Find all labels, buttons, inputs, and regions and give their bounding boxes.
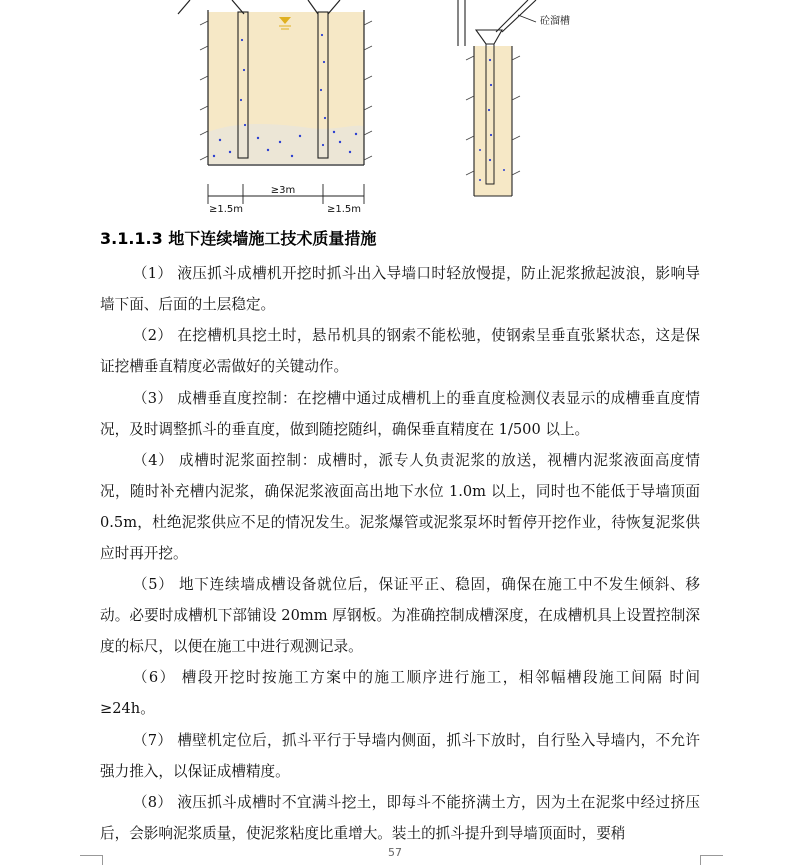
paragraph-1: （1） 液压抓斗成槽机开挖时抓斗出入导墙口时轻放慢提，防止泥浆掀起波浪，影响导墙下面、后面的土层稳定。	[100, 265, 700, 313]
right-trench-diagram	[458, 0, 570, 196]
narrow-slurry-fill	[474, 46, 512, 196]
page-number: 57	[388, 846, 402, 859]
paragraph-5: （5） 地下连续墙成槽设备就位后，保证平正、稳固，确保在施工中不发生倾斜、移动。必要时成槽机下部铺设 20mm 厚钢板。为准确控制成槽深度，在成槽机具上设置控制深度的标尺，以便在施工中进行观测记录。	[100, 576, 700, 655]
dim-mid-label: ≥3m	[270, 185, 296, 196]
left-trench-diagram	[178, 0, 372, 215]
paragraph-2: （2） 在挖槽机具挖土时，悬吊机具的钢索不能松驰，使钢索呈垂直张紧状态，这是保证挖槽垂直精度必需做好的关键动作。	[100, 327, 700, 375]
dim-right-label: ≥1.5m	[326, 204, 362, 215]
paragraph-8: （8） 液压抓斗成槽时不宜满斗挖土，即每斗不能挤满土方，因为土在泥浆中经过挤压后，会影响泥浆质量，使泥浆粘度比重增大。装土的抓斗提升到导墙顶面时，要稍	[100, 794, 700, 842]
dim-left-label: ≥1.5m	[208, 204, 244, 215]
section-heading: 3.1.1.3 地下连续墙施工技术质量措施	[100, 229, 377, 248]
hopper-funnel	[476, 30, 502, 44]
paragraph-4: （4） 成槽时泥浆面控制：成槽时，派专人负责泥浆的放送，视槽内泥浆液面高度情况，随时补充槽内泥浆，确保泥浆液面高出地下水位 1.0m 以上，同时也不能低于导墙顶面 0.5m，杜绝泥浆供应不足的情况发生。泥浆爆管或泥浆泵坏时暂停开挖作业，待恢复泥浆供应时再开挖。	[100, 452, 700, 562]
construction-diagram	[0, 0, 790, 220]
concrete-trough	[496, 0, 536, 32]
paragraph-3: （3） 成槽垂直度控制：在挖槽中通过成槽机上的垂直度检测仪表显示的成槽垂直度情况，及时调整抓斗的垂直度，做到随挖随纠，确保垂直精度在 1/500 以上。	[100, 390, 700, 438]
concrete-trough-label: 砼溜槽	[540, 16, 570, 27]
paragraph-6: （6） 槽段开挖时按施工方案中的施工顺序进行施工，相邻幅槽段施工间隔 时间≥24h。	[100, 669, 700, 717]
sediment-zone	[208, 124, 364, 164]
paragraph-7: （7） 槽壁机定位后，抓斗平行于导墙内侧面，抓斗下放时，自行坠入导墙内，不允许强力推入，以保证成槽精度。	[100, 732, 700, 780]
